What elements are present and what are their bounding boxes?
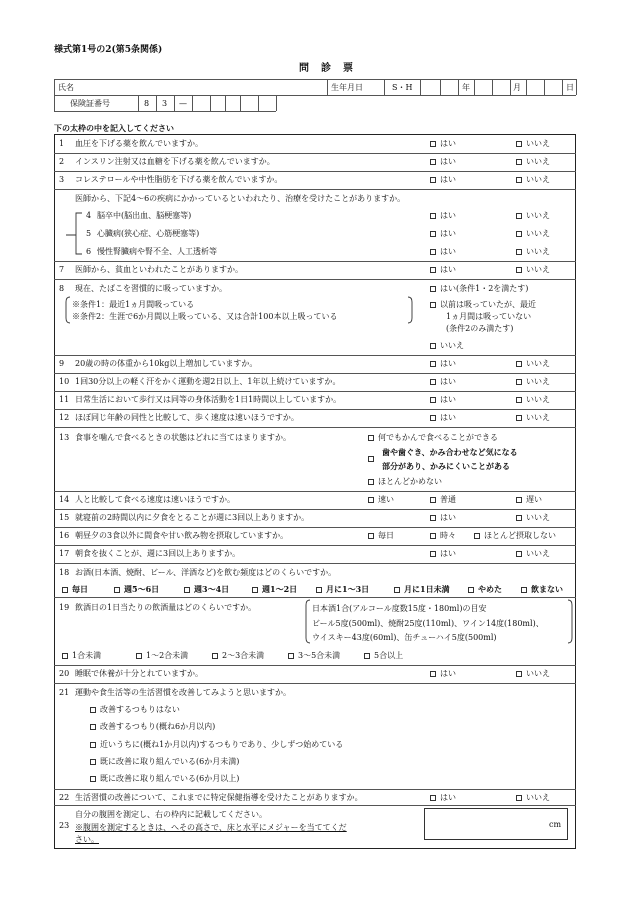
q21-text: 運動や食生活等の生活習慣を改善してみようと思いますか。: [75, 688, 291, 697]
form-number: 様式第1号の2(第5条関係): [54, 45, 163, 55]
q21-number: 21: [59, 688, 70, 697]
q8-text: 現在、たばこを習慣的に吸っていますか。: [75, 284, 227, 293]
q21-opt-1[interactable]: 改善するつもりはない: [90, 706, 180, 714]
page-title: 問 診 票: [299, 63, 354, 74]
q14-text: 人と比較して食べる速度は速いほうですか。: [75, 495, 235, 504]
q19-note-3: ウイスキー43度(60ml)、缶チューハイ5度(500ml): [312, 633, 497, 642]
q4to6-bracket: [64, 208, 86, 260]
q10-text: 1回30分以上の軽く汗をかく運動を週2日以上、1年以上続けていますか。: [75, 377, 341, 386]
insurance-digit-3: —: [179, 99, 187, 108]
q19-number: 19: [59, 603, 70, 612]
q16-number: 16: [59, 531, 70, 540]
q8-number: 8: [59, 284, 65, 293]
q13-text: 食事を噛んで食べるときの状態はどれに当てはまりますか。: [75, 433, 291, 442]
q11-text: 日常生活において歩行又は同等の身体活動を1日1時間以上していますか。: [75, 395, 342, 404]
q9-no[interactable]: いいえ: [516, 360, 550, 368]
q7-yes[interactable]: はい: [430, 266, 456, 274]
q1-text: 血圧を下げる薬を飲んでいますか。: [75, 139, 203, 148]
q18-opt-daily[interactable]: 毎日: [62, 585, 88, 593]
q14-normal[interactable]: 普通: [430, 496, 456, 504]
q8-yes[interactable]: はい(条件1・2を満たす): [430, 285, 528, 293]
q23-number: 23: [59, 821, 70, 830]
q13-opt-2[interactable]: [368, 455, 378, 463]
q13-number: 13: [59, 433, 70, 442]
q7-no[interactable]: いいえ: [516, 266, 550, 274]
q8-condition-2: ※条件2：生涯で6か月間以上吸っている、又は合計100本以上吸っている: [72, 312, 338, 321]
q12-number: 12: [59, 413, 70, 422]
q8-quit-line2: 1ヵ月間は吸っていない: [446, 312, 532, 321]
q21-opt-5[interactable]: 既に改善に取り組んでいる(6か月以上): [90, 775, 239, 783]
q8-quit[interactable]: 以前は吸っていたが、最近: [430, 301, 536, 309]
q17-text: 朝食を抜くことが、週に3回以上ありますか。: [75, 549, 241, 558]
q16-text: 朝昼夕の3食以外に間食や甘い飲み物を摂取していますか。: [75, 531, 289, 540]
q4-yes[interactable]: はい: [430, 212, 456, 220]
q22-no[interactable]: いいえ: [516, 794, 550, 802]
q10-number: 10: [59, 377, 70, 386]
q21-opt-2[interactable]: 改善するつもり(概ね6か月以内): [90, 723, 215, 731]
q20-yes[interactable]: はい: [430, 670, 456, 678]
era-label: S・H: [392, 83, 413, 92]
q4-number: 4: [86, 211, 92, 220]
q23-text-3: さい。: [75, 835, 99, 844]
q9-text: 20歳の時の体重から10kg以上増加していますか。: [75, 359, 258, 368]
q19-note-1: 日本酒1合(アルコール度数15度・180ml)の目安: [312, 604, 487, 613]
q18-number: 18: [59, 568, 70, 577]
q18-opt-monthly-under-1[interactable]: 月に1日未満: [394, 585, 450, 593]
q5-no[interactable]: いいえ: [516, 230, 550, 238]
q8-quit-line3: (条件2のみ満たす): [446, 324, 514, 333]
q17-no[interactable]: いいえ: [516, 550, 550, 558]
q23-text-2: ※腹囲を測定するときは、へその高さで、床と水平にメジャーを当ててくだ: [75, 823, 347, 832]
q19-opt-5-plus[interactable]: 5合以上: [364, 652, 403, 660]
q15-yes[interactable]: はい: [430, 514, 456, 522]
q7-text: 医師から、貧血といわれたことがありますか。: [75, 265, 243, 274]
q13-opt-1[interactable]: 何でもかんで食べることができる: [368, 434, 498, 442]
q5-text: 心臓病(狭心症、心筋梗塞等): [97, 229, 200, 238]
q6-number: 6: [86, 247, 92, 256]
insurance-label: 保険証番号: [70, 99, 110, 108]
q14-slow[interactable]: 遅い: [516, 496, 542, 504]
q9-yes[interactable]: はい: [430, 360, 456, 368]
q21-opt-3[interactable]: 近いうちに(概ね1か月以内)するつもりであり、少しずつ始めている: [90, 741, 343, 749]
q15-number: 15: [59, 513, 70, 522]
q15-no[interactable]: いいえ: [516, 514, 550, 522]
name-label: 氏名: [58, 83, 74, 92]
q2-yes[interactable]: はい: [430, 158, 456, 166]
q16-daily[interactable]: 毎日: [368, 532, 394, 540]
q2-number: 2: [59, 157, 65, 166]
q18-opt-quit[interactable]: やめた: [468, 585, 502, 593]
q11-no[interactable]: いいえ: [516, 396, 550, 404]
insurance-digit-2: 3: [162, 99, 168, 108]
q17-number: 17: [59, 549, 70, 558]
q1-no[interactable]: いいえ: [516, 140, 550, 148]
q7-number: 7: [59, 265, 65, 274]
q22-yes[interactable]: はい: [430, 794, 456, 802]
q22-number: 22: [59, 793, 70, 802]
q18-text: お酒(日本酒、焼酎、ビール、洋酒など)を飲む頻度はどのくらいですか。: [75, 568, 337, 577]
q3-text: コレステロールや中性脂肪を下げる薬を飲んでいますか。: [75, 175, 283, 184]
q1-yes[interactable]: はい: [430, 140, 456, 148]
q17-yes[interactable]: はい: [430, 550, 456, 558]
q11-number: 11: [59, 395, 70, 404]
q11-yes[interactable]: はい: [430, 396, 456, 404]
q16-rarely[interactable]: ほとんど摂取しない: [474, 532, 556, 540]
q19-note-2: ビール5度(500ml)、焼酎25度(110ml)、ワイン14度(180ml)、: [312, 619, 544, 628]
q19-opt-2-3[interactable]: 2～3合未満: [212, 652, 264, 660]
q6-no[interactable]: いいえ: [516, 248, 550, 256]
q22-text: 生活習慣の改善について、これまでに特定保健指導を受けたことがありますか。: [75, 793, 363, 802]
q4-no[interactable]: いいえ: [516, 212, 550, 220]
q3-no[interactable]: いいえ: [516, 176, 550, 184]
q20-number: 20: [59, 669, 70, 678]
q5-yes[interactable]: はい: [430, 230, 456, 238]
q12-yes[interactable]: はい: [430, 414, 456, 422]
q19-text: 飲酒日の1日当たりの飲酒量はどのくらいですか。: [75, 603, 257, 612]
q1-number: 1: [59, 139, 65, 148]
insurance-digit-1: 8: [144, 99, 150, 108]
year-label: 年: [462, 83, 470, 92]
q19-opt-1-2[interactable]: 1～2合未満: [136, 652, 188, 660]
q13-opt-2-line1: 歯や歯ぐき、かみ合わせなど気になる: [382, 447, 518, 457]
q8-no[interactable]: いいえ: [430, 342, 464, 350]
q16-sometimes[interactable]: 時々: [430, 532, 456, 540]
waist-unit: cm: [549, 820, 562, 829]
dob-label: 生年月日: [331, 83, 363, 92]
q14-fast[interactable]: 速い: [368, 496, 394, 504]
q2-no[interactable]: いいえ: [516, 158, 550, 166]
q19-opt-under-1[interactable]: 1合未満: [62, 652, 101, 660]
q19-opt-3-5[interactable]: 3～5合未満: [288, 652, 340, 660]
day-label: 日: [566, 83, 574, 92]
instruction: 下の太枠の中を記入してください: [54, 123, 174, 133]
q18-opt-monthly-1-3[interactable]: 月に1～3日: [316, 585, 369, 593]
q3-yes[interactable]: はい: [430, 176, 456, 184]
q12-text: ほぼ同じ年齢の同性と比較して、歩く速度は速いほうですか。: [75, 413, 299, 422]
q8-condition-1: ※条件1：最近1ヵ月間吸っている: [72, 300, 195, 309]
q14-number: 14: [59, 495, 70, 504]
q15-text: 就寝前の2時間以内に夕食をとることが週に3回以上ありますか。: [75, 513, 310, 522]
q6-yes[interactable]: はい: [430, 248, 456, 256]
month-label: 月: [513, 83, 521, 92]
q18-opt-1-2days[interactable]: 週1～2日: [252, 585, 297, 593]
q23-text-1: 自分の腹囲を測定し、右の枠内に記載してください。: [75, 810, 267, 819]
q4-text: 脳卒中(脳出血、脳梗塞等): [97, 211, 192, 220]
q2-text: インスリン注射又は血糖を下げる薬を飲んでいますか。: [75, 157, 275, 166]
q3-number: 3: [59, 175, 65, 184]
q20-no[interactable]: いいえ: [516, 670, 550, 678]
q10-yes[interactable]: はい: [430, 378, 456, 386]
q18-opt-3-4days[interactable]: 週3～4日: [184, 585, 229, 593]
q6-text: 慢性腎臓病や腎不全、人工透析等: [97, 247, 217, 256]
q18-opt-never[interactable]: 飲まない: [521, 585, 563, 593]
q18-opt-5-6days[interactable]: 週5～6日: [114, 585, 159, 593]
waist-input[interactable]: [424, 808, 568, 840]
q4to6-intro: 医師から、下記4～6の疾病にかかっているといわれたり、治療を受けたことがありますか。: [75, 194, 406, 203]
q13-opt-3[interactable]: ほとんどかめない: [368, 478, 442, 486]
q21-opt-4[interactable]: 既に改善に取り組んでいる(6か月未満): [90, 758, 239, 766]
q13-opt-2-line2: 部分があり、かみにくいことがある: [382, 461, 510, 471]
q5-number: 5: [86, 229, 92, 238]
q10-no[interactable]: いいえ: [516, 378, 550, 386]
q9-number: 9: [59, 359, 65, 368]
q12-no[interactable]: いいえ: [516, 414, 550, 422]
q20-text: 睡眠で休養が十分とれていますか。: [75, 669, 203, 678]
